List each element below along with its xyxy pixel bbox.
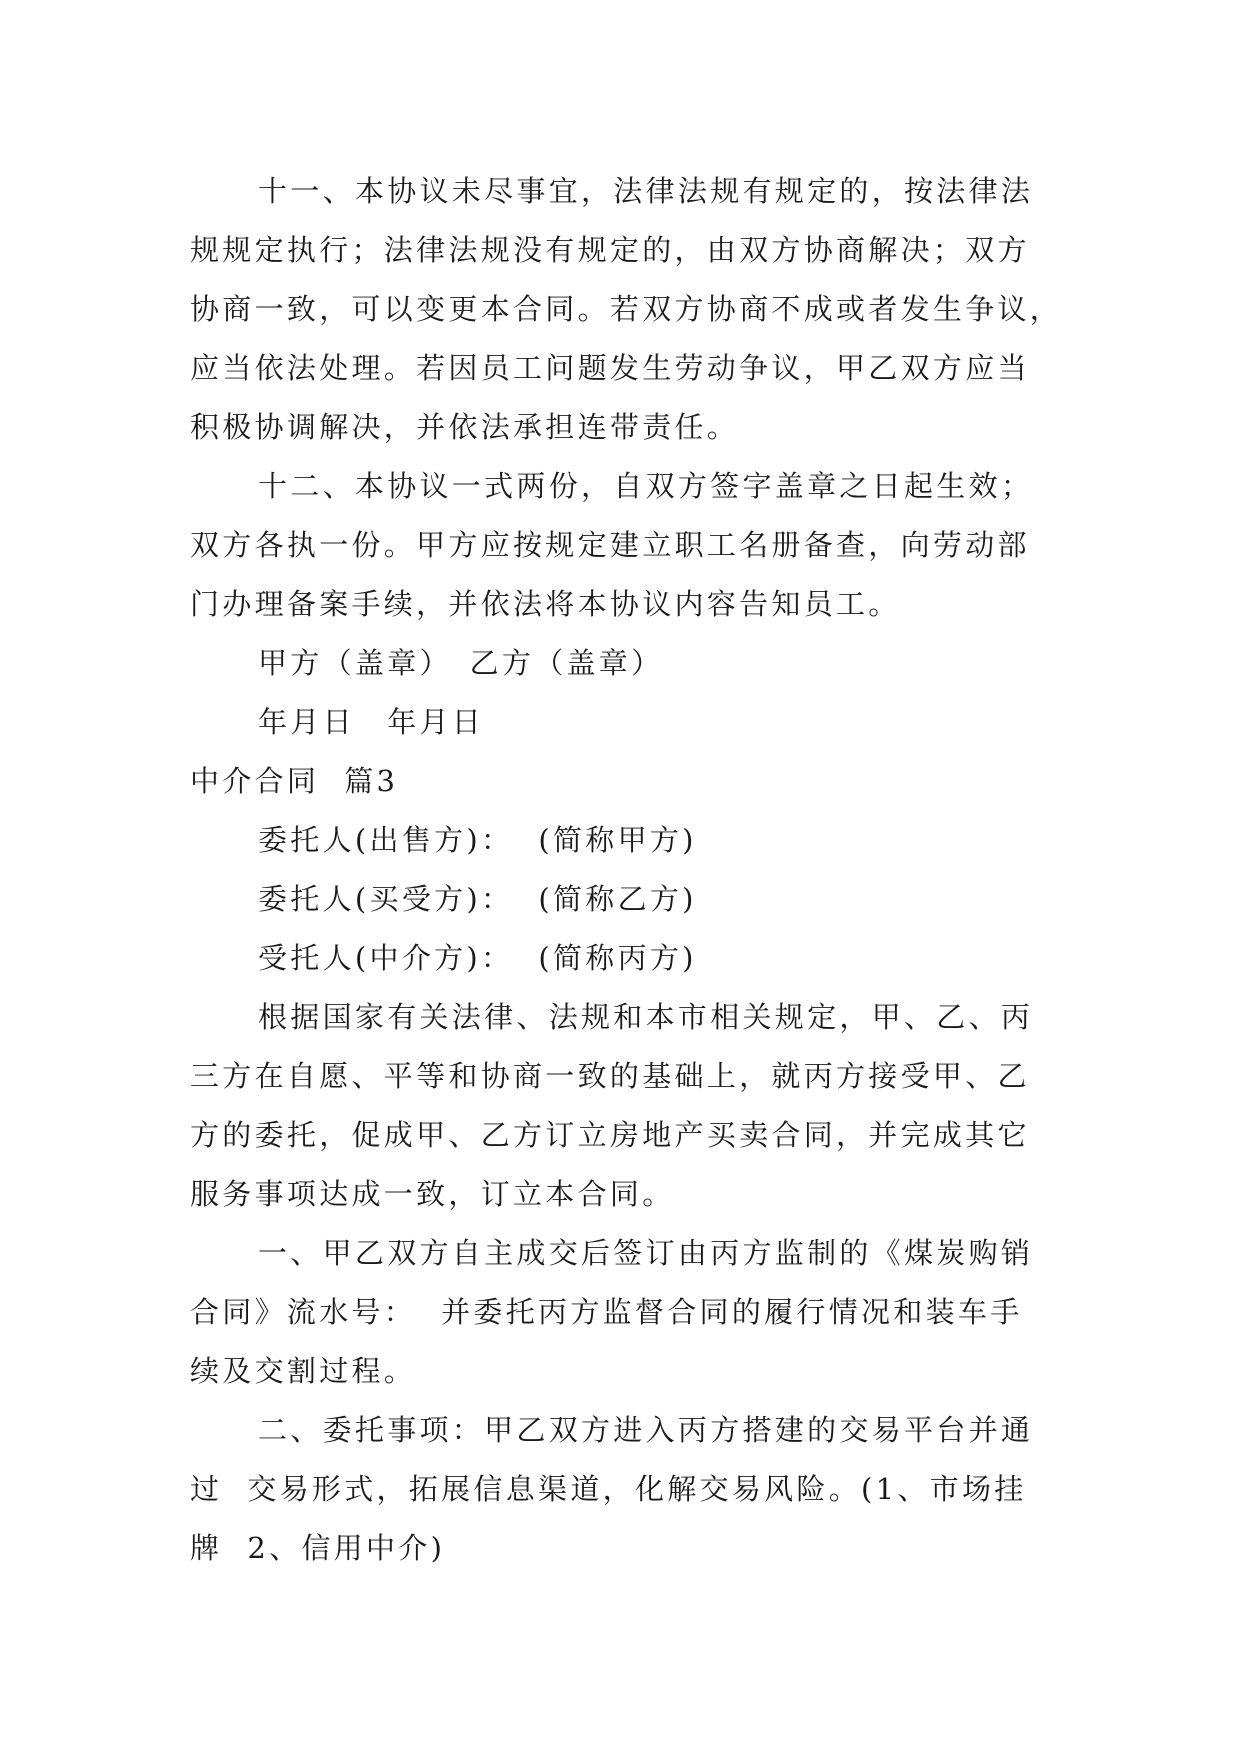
paragraph-line: 积极协调解决，并依法承担连带责任。: [190, 410, 740, 444]
paragraph-line: 二、委托事项：甲乙双方进入丙方搭建的交易平台并通: [258, 1413, 1034, 1447]
paragraph-line: 三方在自愿、平等和协商一致的基础上，就丙方接受甲、乙: [190, 1059, 1030, 1093]
paragraph-line: 协商一致，可以变更本合同。若双方协商不成或者发生争议，: [190, 292, 1063, 326]
party-line: 委托人(出售方)： (简称甲方): [258, 823, 697, 857]
paragraph-line: 一、甲乙双方自主成交后签订由丙方监制的《煤炭购销: [258, 1236, 1034, 1270]
paragraph-line: 服务事项达成一致，订立本合同。: [190, 1177, 675, 1211]
signature-line: 甲方（盖章） 乙方（盖章）: [258, 646, 664, 680]
paragraph-line: 门办理备案手续，并依法将本协议内容告知员工。: [190, 587, 901, 621]
paragraph-line: 十二、本协议一式两份，自双方签字盖章之日起生效；: [258, 469, 1034, 503]
party-line: 委托人(买受方)： (简称乙方): [258, 882, 697, 916]
paragraph-line: 续及交割过程。: [190, 1354, 417, 1388]
paragraph-line: 合同》流水号： 并委托丙方监督合同的履行情况和装车手: [190, 1295, 1023, 1329]
party-line: 受托人(中介方)： (简称丙方): [258, 941, 697, 975]
paragraph-line: 双方各执一份。甲方应按规定建立职工名册备查，向劳动部: [190, 528, 1030, 562]
paragraph-line: 过 交易形式，拓展信息渠道，化解交易风险。(1、市场挂: [190, 1472, 1027, 1506]
date-line: 年月日 年月日: [258, 705, 485, 739]
paragraph-line: 规规定执行；法律法规没有规定的，由双方协商解决；双方: [190, 233, 1030, 267]
paragraph-line: 根据国家有关法律、法规和本市相关规定，甲、乙、丙: [258, 1000, 1034, 1034]
paragraph-line: 应当依法处理。若因员工问题发生劳动争议，甲乙双方应当: [190, 351, 1030, 385]
section-heading: 中介合同 篇3: [190, 764, 399, 798]
paragraph-line: 方的委托，促成甲、乙方订立房地产买卖合同，并完成其它: [190, 1118, 1030, 1152]
document-body: [190, 162, 1063, 1578]
paragraph-line: 牌 2、信用中介): [190, 1531, 446, 1565]
paragraph-line: 十一、本协议未尽事宜，法律法规有规定的，按法律法: [258, 174, 1034, 208]
